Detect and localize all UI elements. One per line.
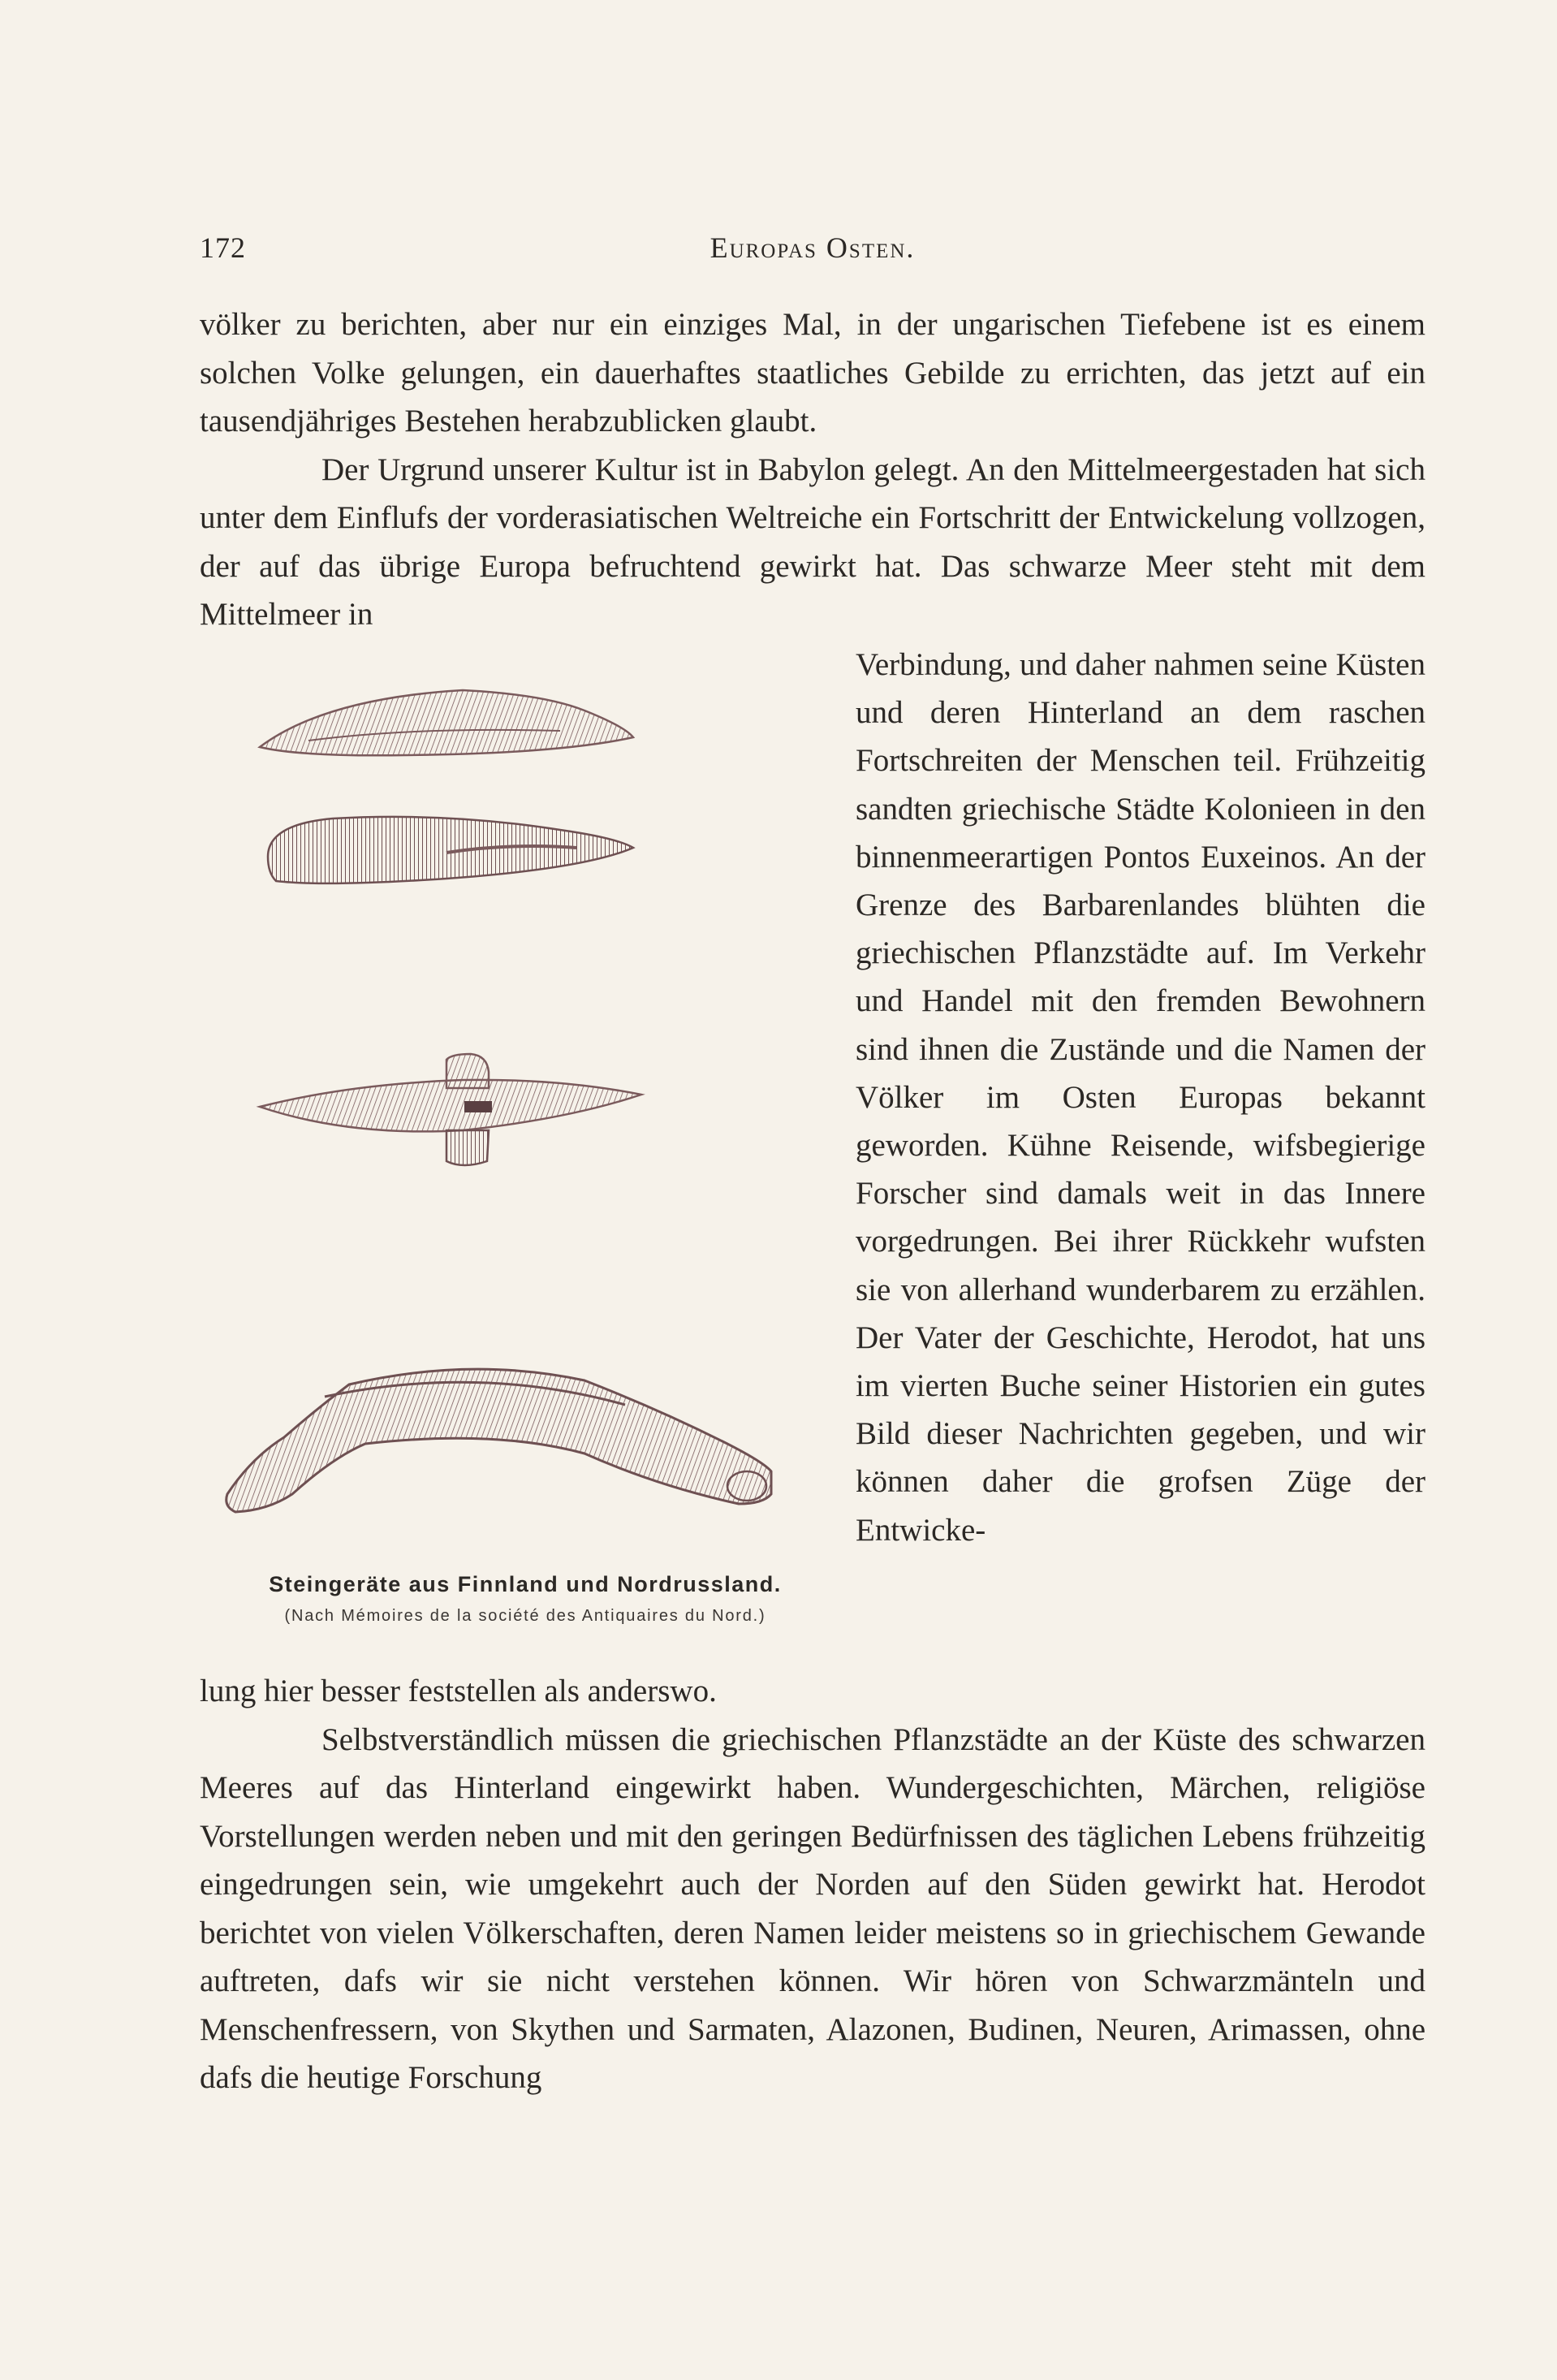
page-number: 172 [200, 231, 246, 264]
column-paragraph: Verbindung, und daher nahmen seine Küsten und deren Hinterland an dem raschen Fortschreiten der Menschen teil. Frühzeitig sandten griechische Städte Kolonieen in den binnenmeerartigen Pontos Euxeinos. An der Grenze des Barbarenlandes blühten die griechischen Pflanzstädte auf. Im Verkehr und Handel mit den fremden Bewohnern sind ihnen die Zustände und die Namen der Völker im Osten Europas bekannt geworden. Kühne Reisende, wifsbegierige Forscher sind damals weit in das Innere vorgedrungen. Bei ihrer Rückkehr wufsten sie von allerhand wunderbarem zu erzählen. Der Vater der Geschichte, Herodot, hat uns im vierten Buche seiner Historien ein gutes Bild dieser Nachrichten gegeben, und wir können daher die grofsen Züge der Entwicke- [856, 647, 1425, 1548]
stone-tool-3-axe [260, 1054, 641, 1165]
top-text-block [200, 300, 1425, 639]
stone-tool-4-club-head [226, 1369, 771, 1512]
stone-tools-engraving [203, 650, 836, 1567]
figure-caption [221, 1572, 830, 1626]
stone-tool-1-blade [260, 690, 633, 755]
caption-source: (Nach Mémoires de la société des Antiquaires du Nord.) [284, 1607, 766, 1625]
stone-tool-2-chisel [268, 817, 633, 883]
running-title: Europas Osten. [709, 231, 916, 264]
page-header [200, 231, 1425, 271]
bottom-text-block [200, 1667, 1425, 2102]
caption-title: Steingeräte aus Finnland und Nordrussland. [269, 1572, 782, 1596]
right-column-text [856, 641, 1425, 1554]
stone-tools-figure [203, 650, 836, 1648]
paragraph-three: Selbstverständlich müssen die griechischen Pflanzstädte an der Küste des schwarzen Meeres auf das Hinterland eingewirkt haben. Wundergeschichten, Märchen, religiöse Vorstellungen werden neben und mit den geringen Bedürfnissen des täglichen Lebens frühzeitig eingedrungen sein, wie umgekehrt auch der Norden auf den Süden gewirkt hat. Herodot berichtet von vielen Völkerschaften, deren Namen leider meistens so in griechischem Gewande auftreten, dafs wir sie nicht verstehen können. Wir hören von Schwarzmänteln und Menschenfressern, von Skythen und Sarmaten, Alazonen, Budinen, Neuren, Arimassen, ohne dafs die heutige Forschung [200, 1721, 1425, 2095]
paragraph-two-start: Der Urgrund unserer Kultur ist in Babylon gelegt. An den Mittelmeergestaden hat sich unter dem Einflufs der vorderasiatischen Weltreiche ein Fortschritt der Entwickelung vollzogen, der auf das übrige Europa befruchtend gewirkt hat. Das schwarze Meer steht mit dem Mittelmeer in [200, 451, 1425, 632]
paragraph-two-end: lung hier besser feststellen als anderswo. [200, 1674, 717, 1708]
intro-paragraph: völker zu berichten, aber nur ein einziges Mal, in der ungarischen Tiefebene ist es einem solchen Volke gelungen, ein dauerhaftes staatliches Gebilde zu errichten, das jetzt auf ein tausendjähriges Bestehen herabzublicken glaubt. [200, 307, 1425, 438]
